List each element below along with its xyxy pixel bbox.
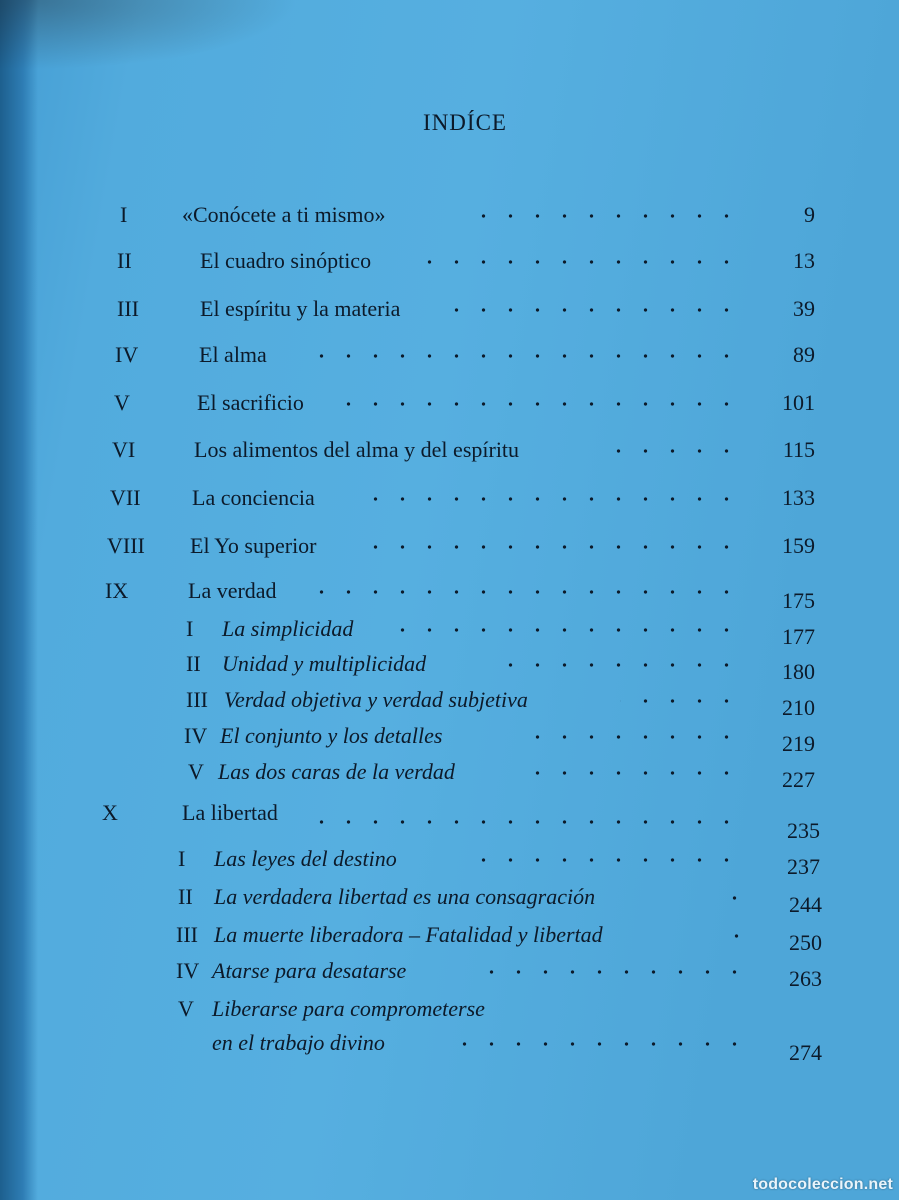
chapter-title: El alma [199,342,267,367]
chapter-title: La conciencia [192,485,315,510]
page-number: 89 [793,342,815,367]
section-title: La simplicidad [222,616,354,641]
section-title: La verdadera libertad es una consagración [214,884,596,909]
page-number: 235 [787,818,820,843]
section-number: IV [184,723,208,748]
dot-leader [525,771,740,775]
section-number: V [178,996,194,1021]
section-number: II [186,651,201,676]
dot-leader [300,354,740,358]
page-number: 210 [782,695,815,720]
dot-leader [718,896,748,900]
dot-leader [400,628,740,632]
page-number: 175 [782,588,815,613]
chapter-number: VIII [107,533,145,558]
dot-leader [490,663,740,667]
page-number: 244 [789,892,822,917]
chapter-number: II [117,248,132,273]
section-title: Liberarse para comprometerse [212,996,485,1021]
section-title: El conjunto y los detalles [220,723,443,748]
section-number: III [186,687,208,712]
page-title: INDÍCE [423,110,507,135]
dot-leader [725,934,750,938]
dot-leader [465,858,740,862]
section-title: Las dos caras de la verdad [218,759,455,784]
page-number: 9 [804,202,815,227]
chapter-title: La libertad [182,800,278,825]
chapter-number: X [102,800,118,825]
dot-leader [470,214,740,218]
page-number: 115 [782,437,815,462]
chapter-title: El cuadro sinóptico [200,248,372,273]
chapter-number: III [117,296,139,321]
chapter-number: IV [115,342,139,367]
section-title: Unidad y multiplicidad [222,651,427,676]
chapter-title: La verdad [188,578,277,603]
page-number: 177 [782,624,815,649]
page-number: 39 [793,296,815,321]
page-number: 263 [789,966,822,991]
page-number: 219 [782,731,815,756]
section-title: La muerte liberadora – Fatalidad y libertad [214,922,603,947]
chapter-title: «Conócete a ti mismo» [182,202,386,227]
page-number: 227 [782,767,815,792]
page-number: 159 [782,533,815,558]
dot-leader [610,449,740,453]
dot-leader [315,820,740,824]
page-number: 274 [789,1040,822,1065]
page-number: 101 [782,390,815,415]
section-title: Las leyes del destino [214,846,397,871]
section-title: en el trabajo divino [212,1030,385,1055]
dot-leader [315,590,740,594]
section-number: I [178,846,186,871]
chapter-title: El Yo superior [190,533,317,558]
page-number: 250 [789,930,822,955]
dot-leader [448,1042,748,1046]
page-number: 13 [793,248,815,273]
chapter-number: I [120,202,128,227]
dot-leader [345,402,740,406]
dot-leader [360,497,740,501]
dot-leader [620,699,740,703]
chapter-number: V [114,390,130,415]
chapter-number: VI [112,437,136,462]
section-number: IV [176,958,200,983]
section-number: II [178,884,193,909]
section-number: III [176,922,198,947]
page-number: 237 [787,854,820,879]
chapter-title: El sacrificio [197,390,304,415]
chapter-number: VII [110,485,141,510]
section-title: Atarse para desatarse [212,958,407,983]
page-number: 180 [782,659,815,684]
dot-leader [515,735,740,739]
dot-leader [405,260,740,264]
dot-leader [470,970,748,974]
section-number: V [188,759,204,784]
section-number: I [186,616,194,641]
dot-leader [370,545,740,549]
chapter-title: Los alimentos del alma y del espíritu [194,437,520,462]
corner-shadow [0,0,300,70]
chapter-title: El espíritu y la materia [200,296,401,321]
dot-leader [450,308,740,312]
section-title: Verdad objetiva y verdad subjetiva [224,687,528,712]
watermark: todocoleccion.net [752,1176,893,1193]
chapter-number: IX [105,578,129,603]
book-spine-shadow [0,0,38,1200]
page-number: 133 [782,485,815,510]
